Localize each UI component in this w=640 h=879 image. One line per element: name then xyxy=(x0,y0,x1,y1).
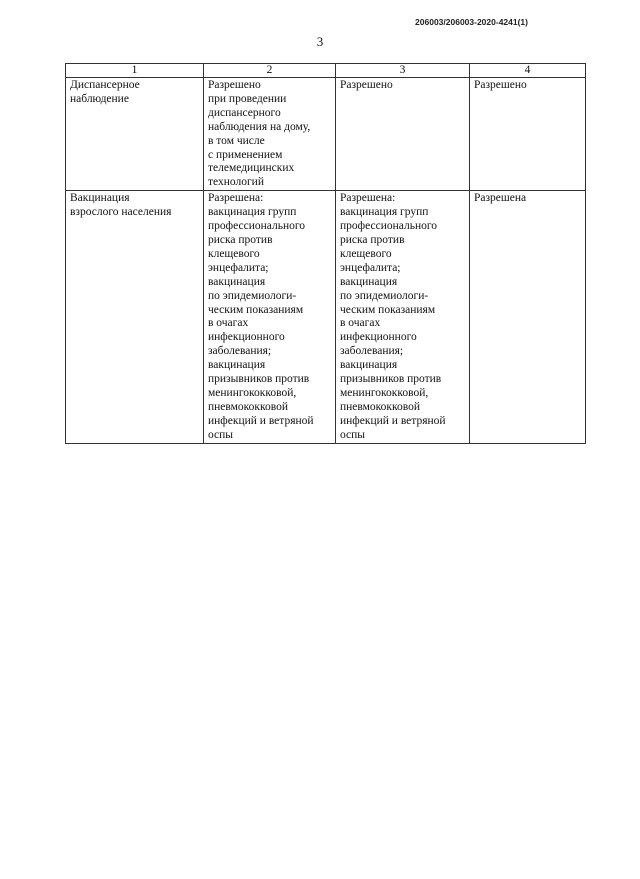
cell-text-line: пневмококковой xyxy=(208,400,289,413)
cell-text-line: в том числе xyxy=(208,134,265,147)
regulations-table xyxy=(65,63,586,444)
cell-text-line: ческим показаниям xyxy=(340,303,436,316)
cell-text-line: инфекций и ветряной xyxy=(340,414,446,427)
cell-text-line: вакцинация xyxy=(208,359,266,372)
page-number: 3 xyxy=(316,34,324,49)
cell-text-line: по эпидемиологи- xyxy=(208,289,297,302)
cell-text-line: вакцинация xyxy=(340,275,398,288)
table-cell-1 xyxy=(66,191,204,443)
table-cell-4 xyxy=(470,78,586,191)
column-header-2: 2 xyxy=(204,64,336,78)
cell-text-line: Разрешена: xyxy=(208,192,264,205)
cell-text-line: призывников против xyxy=(340,373,442,386)
table-row xyxy=(66,78,586,191)
column-header-3: 3 xyxy=(336,64,470,78)
cell-text-line: энцефалита; xyxy=(208,261,269,274)
cell-text-line: технологий xyxy=(208,176,264,189)
cell-text-line: в очагах xyxy=(208,317,249,330)
cell-text-line: Разрешена: xyxy=(340,192,396,205)
cell-text-line: ческим показаниям xyxy=(208,303,304,316)
cell-text-line: менингококковой, xyxy=(340,386,429,399)
cell-text-line: с применением xyxy=(208,148,283,161)
cell-text-line: Разрешено xyxy=(208,79,261,91)
cell-text-line: Разрешено xyxy=(474,79,527,91)
cell-text-line: клещевого xyxy=(208,247,260,260)
cell-text-line: Вакцинация xyxy=(70,192,130,205)
cell-text-line: оспы xyxy=(340,428,366,441)
cell-text-line: риска против xyxy=(340,233,405,246)
cell-text-line: профессионального xyxy=(208,220,306,233)
cell-text-line: инфекционного xyxy=(340,331,417,344)
cell-text-line: инфекций и ветряной xyxy=(208,414,314,427)
table-cell-2 xyxy=(204,191,336,443)
cell-text-line: оспы xyxy=(208,428,234,441)
table-cell-2 xyxy=(204,78,336,191)
cell-text-line: риска против xyxy=(208,233,273,246)
cell-text-line: наблюдение xyxy=(70,92,129,105)
cell-text-line: заболевания; xyxy=(208,345,272,358)
cell-text-line: Диспансерное xyxy=(70,79,140,91)
cell-text-line: пневмококковой xyxy=(340,400,421,413)
table-cell-3 xyxy=(336,191,470,443)
cell-text-line: вакцинация групп xyxy=(208,206,297,219)
cell-text-line: в очагах xyxy=(340,317,381,330)
cell-text-line: призывников против xyxy=(208,373,310,386)
cell-text-line: менингококковой, xyxy=(208,386,297,399)
table-cell-4 xyxy=(470,191,586,443)
table-body xyxy=(66,78,586,444)
cell-text-line: энцефалита; xyxy=(340,261,401,274)
cell-text-line: по эпидемиологи- xyxy=(340,289,429,302)
table-cell-1 xyxy=(66,78,204,191)
cell-text-line: профессионального xyxy=(340,220,438,233)
cell-text-line: телемедицинских xyxy=(208,162,295,175)
table-row xyxy=(66,191,586,443)
cell-text-line: вакцинация xyxy=(340,359,398,372)
cell-text-line: вакцинация групп xyxy=(340,206,429,219)
cell-text-line: наблюдения на дому, xyxy=(208,120,311,133)
table-header-row xyxy=(66,64,586,78)
cell-text-line: диспансерного xyxy=(208,106,281,119)
cell-text-line: инфекционного xyxy=(208,331,285,344)
cell-text-line: заболевания; xyxy=(340,345,404,358)
cell-text-line: при проведении xyxy=(208,92,287,105)
cell-text-line: Разрешено xyxy=(340,79,393,91)
cell-text-line: Разрешена xyxy=(474,192,527,205)
document-id: 206003/206003-2020-4241(1) xyxy=(415,17,528,27)
table-cell-3 xyxy=(336,78,470,191)
cell-text-line: взрослого населения xyxy=(70,206,172,219)
column-header-1: 1 xyxy=(66,64,204,78)
column-header-4: 4 xyxy=(470,64,586,78)
cell-text-line: клещевого xyxy=(340,247,392,260)
cell-text-line: вакцинация xyxy=(208,275,266,288)
